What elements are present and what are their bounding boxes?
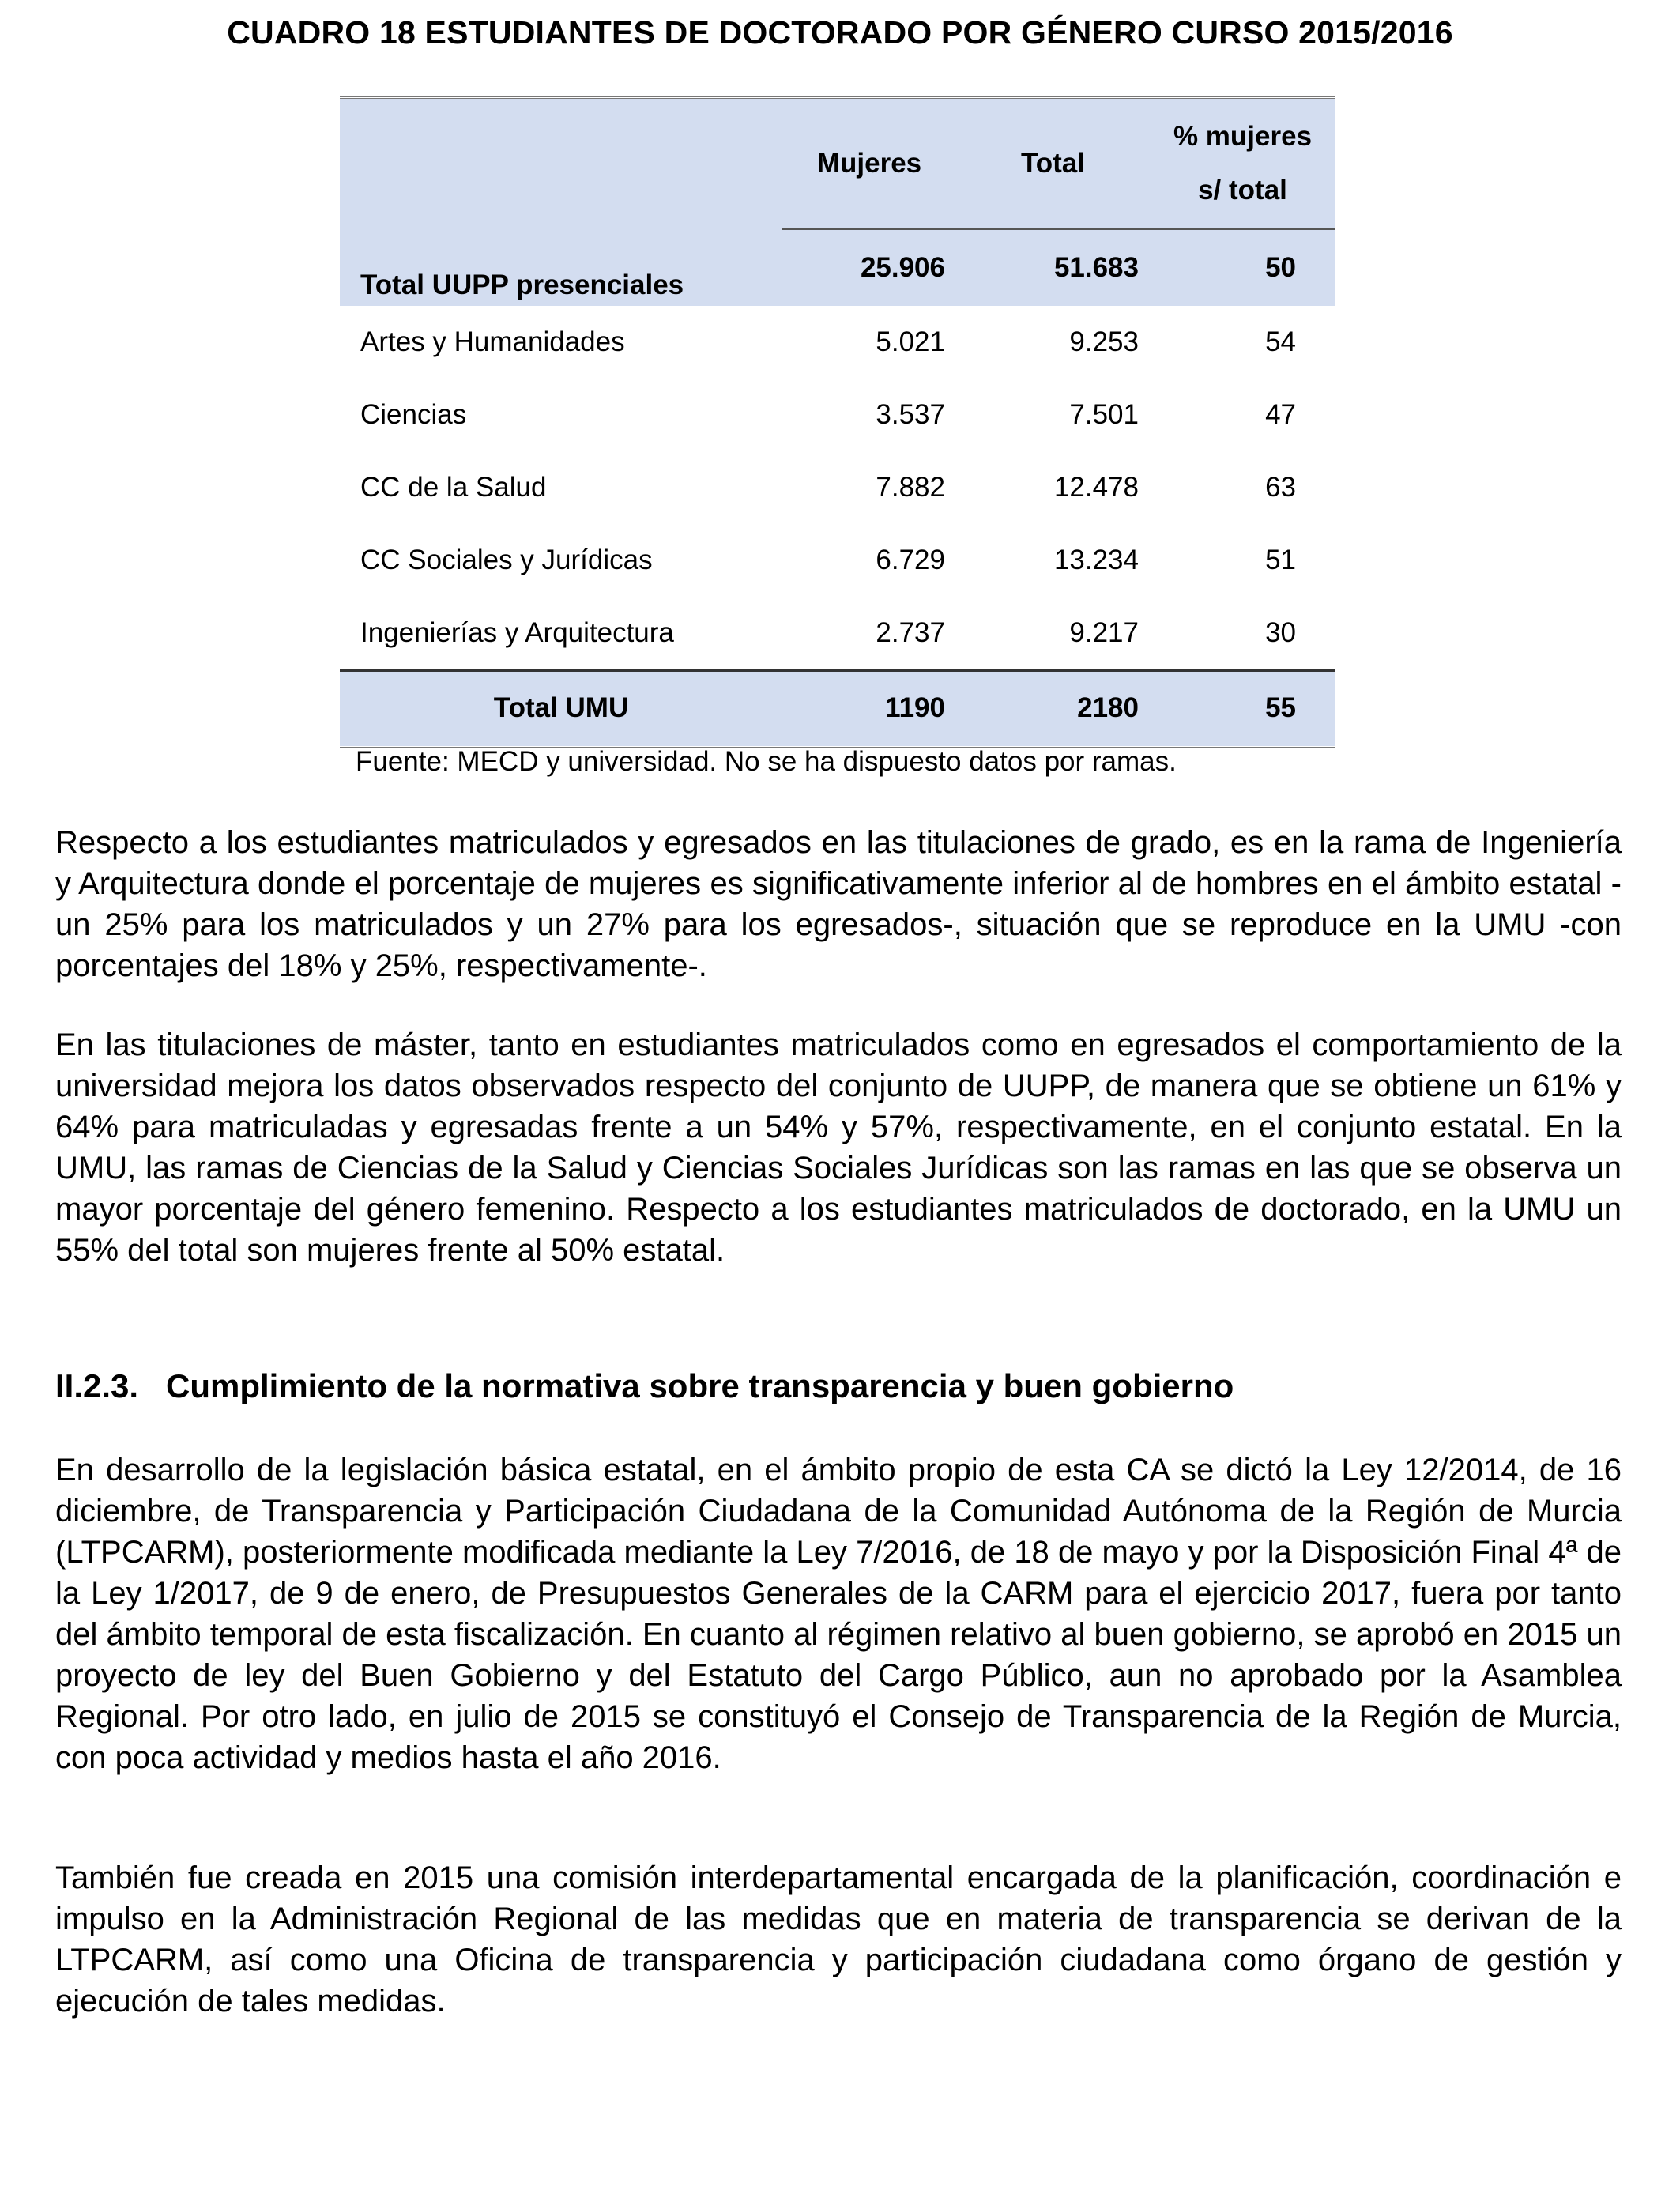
paragraph-grado: Respecto a los estudiantes matriculados y egresados en las titulaciones de grado, es en la rama de Ingeniería y Arquitectura donde el porcentaje de mujeres es significativamente inferior al de hombres en el ámbito estatal -un 25% para los matriculados y un 27% para los egresados-, situación que se reproduce en la UMU -con porcentajes del 18% y 25%, respectivamente-.	[55, 825, 1622, 983]
header-total: Total	[956, 98, 1150, 230]
uupp-mujeres: 25.906	[782, 229, 956, 306]
table-row	[340, 451, 1335, 524]
row-mujeres: 5.021	[876, 326, 945, 357]
section-number: II.2.3.	[55, 1367, 139, 1404]
row-pct: 54	[1265, 326, 1296, 357]
table-row	[340, 306, 1335, 379]
row-mujeres: 7.882	[876, 472, 945, 503]
row-label: CC de la Salud	[360, 472, 547, 503]
umu-pct: 55	[1150, 671, 1335, 747]
header-mujeres: Mujeres	[782, 98, 956, 230]
header-row-label: Total UUPP presenciales	[340, 98, 782, 307]
umu-total-row	[340, 671, 1335, 747]
paragraph-comision: También fue creada en 2015 una comisión interdepartamental encargada de la planificación, coordinación e impulso en la Administración Regional de las medidas que en materia de transparencia se derivan de la LTPCARM, así como una Oficina de transparencia y participación ciudadana como órgano de gestión y ejecución de tales medidas.	[55, 1860, 1622, 2019]
header-pct-line1: % mujeres	[1173, 121, 1313, 152]
header-pct	[1150, 98, 1335, 230]
row-mujeres: 2.737	[876, 617, 945, 648]
table-header-row	[340, 98, 1335, 230]
row-total: 9.217	[1069, 617, 1139, 648]
row-label: Artes y Humanidades	[360, 326, 625, 357]
paragraph-master: En las titulaciones de máster, tanto en estudiantes matriculados como en egresados el comportamiento de la universidad mejora los datos observados respecto del conjunto de UUPP, de manera que se obtiene un 61% y 64% para matriculadas y egresadas frente a un 54% y 57%, respectivamente, en el conjunto estatal. En la UMU, las ramas de Ciencias de la Salud y Ciencias Sociales Jurídicas son las ramas en las que se observa un mayor porcentaje del género femenino. Respecto a los estudiantes matriculados de doctorado, en la UMU un 55% del total son mujeres frente al 50% estatal.	[55, 1027, 1622, 1268]
row-pct: 63	[1265, 472, 1296, 503]
section-heading	[55, 1367, 1234, 1405]
row-label: CC Sociales y Jurídicas	[360, 545, 653, 575]
uupp-total: 51.683	[956, 229, 1150, 306]
row-total: 9.253	[1069, 326, 1139, 357]
uupp-pct: 50	[1150, 229, 1335, 306]
section-title: Cumplimiento de la normativa sobre transparencia y buen gobierno	[166, 1367, 1234, 1404]
row-total: 13.234	[1053, 545, 1139, 575]
row-mujeres: 6.729	[876, 545, 945, 575]
table-row	[340, 379, 1335, 451]
row-pct: 30	[1265, 617, 1296, 648]
header-pct-line2: s/ total	[1198, 175, 1287, 205]
table-source-note: Fuente: MECD y universidad. No se ha dispuesto datos por ramas.	[356, 746, 1177, 777]
umu-total-label: Total UMU	[340, 671, 782, 747]
umu-mujeres: 1190	[782, 671, 956, 747]
table-caption: CUADRO 18 ESTUDIANTES DE DOCTORADO POR GÉNERO CURSO 2015/2016	[227, 14, 1453, 51]
row-label: Ciencias	[360, 399, 467, 430]
row-total: 7.501	[1069, 399, 1139, 430]
row-label: Ingenierías y Arquitectura	[360, 617, 674, 648]
umu-total: 2180	[956, 671, 1150, 747]
row-total: 12.478	[1053, 472, 1139, 503]
table-row	[340, 597, 1335, 671]
paragraph-ltpcarm: En desarrollo de la legislación básica estatal, en el ámbito propio de esta CA se dictó la Ley 12/2014, de 16 diciembre, de Transparencia y Participación Ciudadana de la Comunidad Autónoma de la Región de Murcia (LTPCARM), posteriormente modificada mediante la Ley 7/2016, de 18 de mayo y por la Disposición Final 4ª de la Ley 1/2017, de 9 de enero, de Presupuestos Generales de la CARM para el ejercicio 2017, fuera por tanto del ámbito temporal de esta fiscalización. En cuanto al régimen relativo al buen gobierno, se aprobó en 2015 un proyecto de ley del Buen Gobierno y del Estatuto del Cargo Público, aun no aprobado por la Asamblea Regional. Por otro lado, en julio de 2015 se constituyó el Consejo de Transparencia de la Región de Murcia, con poca actividad y medios hasta el año 2016.	[55, 1453, 1622, 1775]
row-pct: 51	[1265, 545, 1296, 575]
table-row	[340, 524, 1335, 597]
row-pct: 47	[1265, 399, 1296, 430]
row-mujeres: 3.537	[876, 399, 945, 430]
doctorate-gender-table	[340, 96, 1335, 748]
